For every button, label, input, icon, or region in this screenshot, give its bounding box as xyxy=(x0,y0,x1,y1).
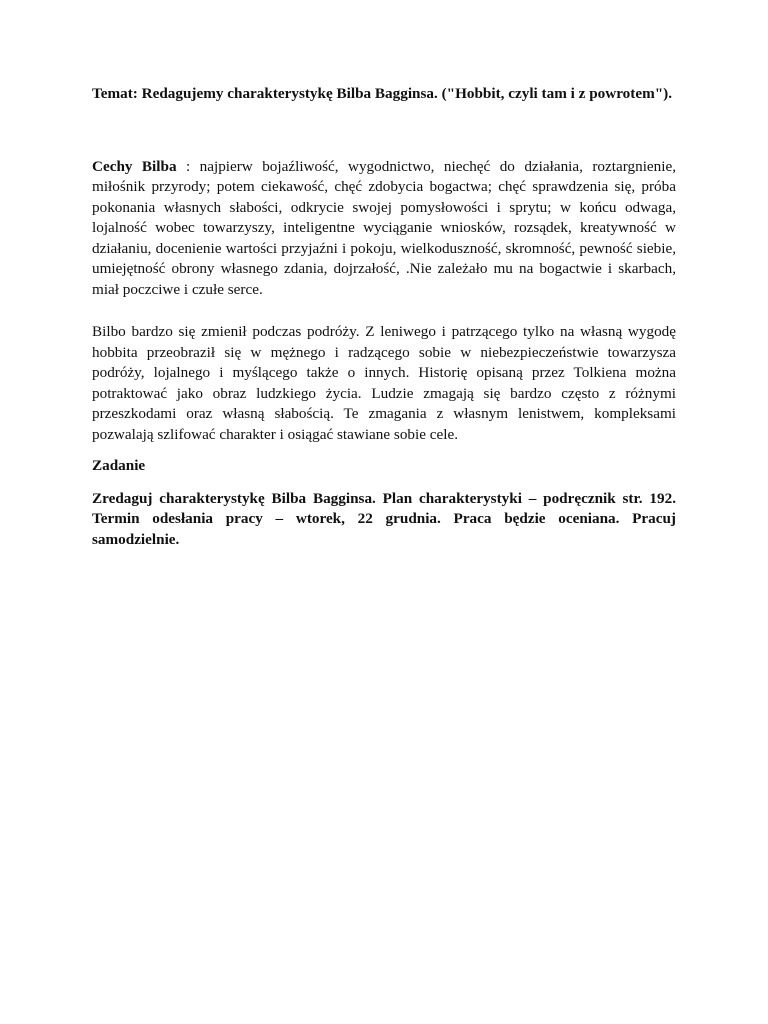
traits-text: : najpierw bojaźliwość, wygodnictwo, niechęć do działania, roztargnienie, miłośnik przyrody; potem ciekawość, chęć zdobycia bogactwa; chęć sprawdzenia się, próba pokonania własnych słabości, odkrycie swojej pomysłowości i sprytu; w końcu odwaga, lojalność wobec towarzyszy, inteligentne wyciąganie wniosków, rozsądek, kreatywność w działaniu, docenienie wartości przyjaźni i pokoju, wielkoduszność, skromność, pewność siebie, umiejętność obrony własnego zdania, dojrzałość, .Nie zależało mu na bogactwie i skarbach, miał poczciwe i czułe serce. xyxy=(92,157,676,298)
change-paragraph: Bilbo bardzo się zmienił podczas podróży. Z leniwego i patrzącego tylko na własną wygodę hobbita przeobraził się w mężnego i radzącego sobie w niebezpieczeństwie towarzysza podróży, lojalnego i myślącego także o innych. Historię opisaną przez Tolkiena można potraktować jako obraz ludzkiego życia. Ludzie zmagają się bardzo często z różnymi przeszkodami oraz własną słabością. Te zmagania z własnym lenistwem, kompleksami pozwalają szlifować charakter i osiągać stawiane sobie cele. xyxy=(92,323,676,443)
traits-label: Cechy Bilba xyxy=(92,157,177,175)
document-title: Temat: Redagujemy charakterystykę Bilba Bagginsa. ("Hobbit, czyli tam i z powrotem"). xyxy=(92,85,673,102)
task-paragraph: Zredaguj charakterystykę Bilba Bagginsa. Plan charakterystyki – podręcznik str. 192. Termin odesłania pracy – wtorek, 22 grudnia. Praca będzie oceniana. Pracuj samodzielnie. xyxy=(92,489,676,548)
traits-paragraph xyxy=(92,157,676,301)
task-heading: Zadanie xyxy=(92,457,146,474)
document-body xyxy=(92,84,676,550)
